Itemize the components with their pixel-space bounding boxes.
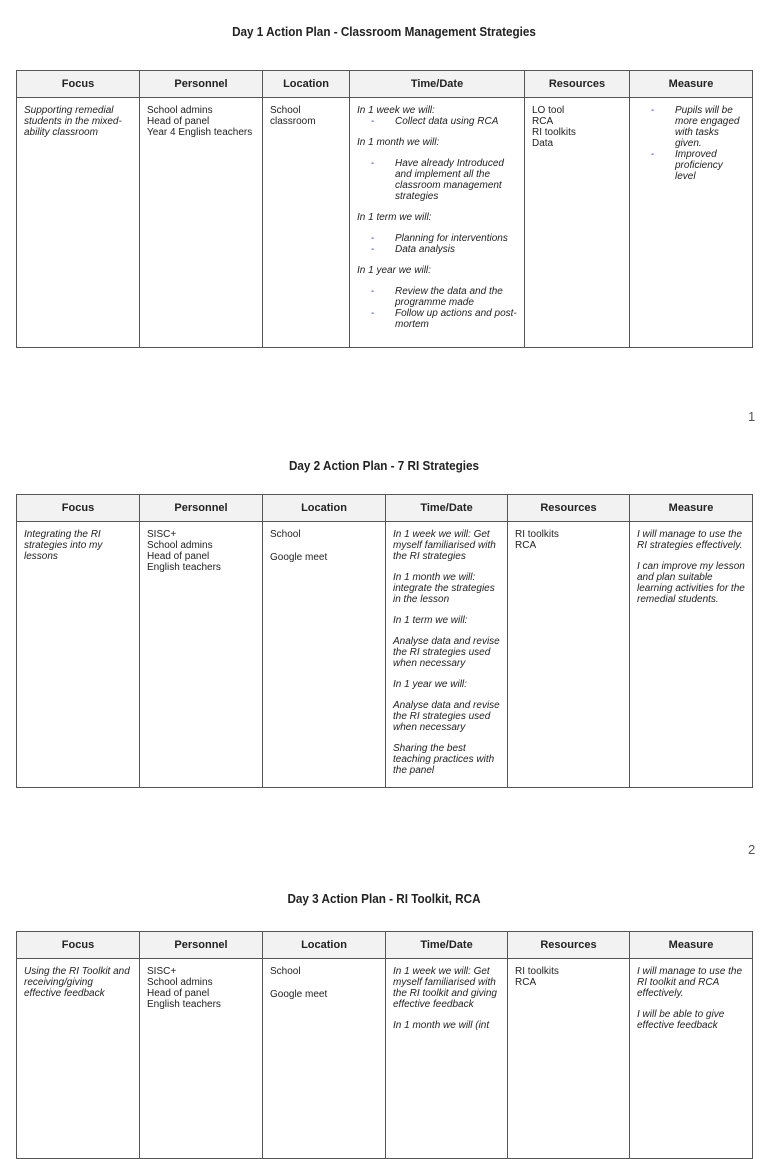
measure-cell (630, 522, 753, 788)
measure-paragraph: I can improve my lesson and plan suitable learning activities for the remedial students. (637, 561, 745, 605)
time-paragraph: In 1 week we will: Get myself familiarised with the RI toolkit and giving effective feedback (393, 966, 497, 1010)
location-cell (263, 959, 386, 1159)
header-time-date: Time/Date (386, 495, 508, 522)
day3-title: Day 3 Action Plan - RI Toolkit, RCA (287, 891, 481, 906)
header-measure: Measure (630, 71, 753, 98)
time-item-list (357, 286, 517, 330)
table-header-row (17, 495, 753, 522)
measure-cell (630, 98, 753, 348)
header-time-date: Time/Date (386, 932, 508, 959)
time-item: - Data analysis (357, 244, 517, 255)
day3-action-plan-table (16, 931, 753, 1159)
resource-line: LO tool (532, 105, 565, 116)
focus-cell: Using the RI Toolkit and receiving/giving effective feedback (17, 959, 140, 1159)
personnel-line: Year 4 English teachers (147, 127, 253, 138)
personnel-line: Head of panel (147, 988, 210, 999)
location-line: School (270, 105, 301, 116)
time-item: - Review the data and the programme made (357, 286, 517, 308)
personnel-line: School admins (147, 540, 213, 551)
resource-line: Data (532, 138, 554, 149)
measure-paragraph: I will manage to use the RI toolkit and RCA effectively. (637, 966, 743, 999)
header-focus: Focus (17, 71, 140, 98)
measure-paragraph: I will manage to use the RI strategies effectively. (637, 529, 743, 551)
time-paragraph: Analyse data and revise the RI strategies used when necessary (393, 700, 500, 733)
time-date-cell (386, 959, 508, 1159)
time-paragraph: Sharing the best teaching practices with the panel (393, 743, 495, 776)
time-date-cell (350, 98, 525, 348)
day1-action-plan-table (16, 70, 753, 348)
time-item: - Collect data using RCA (357, 116, 517, 127)
resource-line: RCA (515, 540, 537, 551)
location-line: Google meet (270, 989, 328, 1000)
table-row (17, 98, 753, 348)
time-item: - Have already Introduced and implement all the classroom management strategies (357, 158, 517, 202)
focus-cell: Integrating the RI strategies into my lessons (17, 522, 140, 788)
header-time-date: Time/Date (350, 71, 525, 98)
resource-line: RI toolkits (515, 966, 559, 977)
measure-item: - Improved proficiency level (637, 149, 745, 182)
day1-title: Day 1 Action Plan - Classroom Management Strategies (232, 24, 536, 39)
measure-cell (630, 959, 753, 1159)
day2-action-plan-table (16, 494, 753, 788)
location-line: classroom (270, 116, 316, 127)
table-row (17, 959, 753, 1159)
personnel-line: SISC+ (147, 529, 177, 540)
resource-line: RI toolkits (515, 529, 559, 540)
resource-line: RI toolkits (532, 127, 576, 138)
personnel-line: English teachers (147, 999, 221, 1010)
personnel-cell (140, 522, 263, 788)
personnel-line: English teachers (147, 562, 221, 573)
time-item-list (357, 233, 517, 255)
table-row (17, 522, 753, 788)
location-cell (263, 522, 386, 788)
resources-cell (508, 522, 630, 788)
time-item-list (357, 116, 517, 127)
time-item-list (357, 158, 517, 202)
header-resources: Resources (508, 932, 630, 959)
location-cell (263, 98, 350, 348)
header-measure: Measure (630, 495, 753, 522)
time-paragraph: In 1 year we will: (393, 679, 467, 690)
table-header-row (17, 932, 753, 959)
time-intro: In 1 month we will: (357, 137, 440, 148)
time-paragraph: Analyse data and revise the RI strategies used when necessary (393, 636, 500, 669)
time-paragraph: In 1 term we will: (393, 615, 468, 626)
header-focus: Focus (17, 495, 140, 522)
header-resources: Resources (508, 495, 630, 522)
measure-item: - Pupils will be more engaged with tasks given. (637, 105, 745, 149)
table-header-row (17, 71, 753, 98)
header-location: Location (263, 495, 386, 522)
day2-title: Day 2 Action Plan - 7 RI Strategies (288, 458, 480, 473)
header-focus: Focus (17, 932, 140, 959)
personnel-line: SISC+ (147, 966, 177, 977)
personnel-line: School admins (147, 105, 213, 116)
time-item: - Follow up actions and post-mortem (357, 308, 517, 330)
measure-list (637, 105, 745, 182)
personnel-line: Head of panel (147, 116, 210, 127)
focus-cell: Supporting remedial students in the mixed-ability classroom (17, 98, 140, 348)
resource-line: RCA (532, 116, 554, 127)
header-personnel: Personnel (140, 71, 263, 98)
header-measure: Measure (630, 932, 753, 959)
time-item: - Planning for interventions (357, 233, 517, 244)
header-personnel: Personnel (140, 495, 263, 522)
header-location: Location (263, 71, 350, 98)
personnel-cell (140, 98, 263, 348)
header-resources: Resources (525, 71, 630, 98)
page-number: 1 (748, 409, 756, 424)
page-number: 2 (748, 842, 756, 857)
location-line: School (270, 966, 301, 977)
time-paragraph: In 1 month we will: integrate the strategies in the lesson (393, 572, 495, 605)
time-intro: In 1 week we will: (357, 105, 435, 116)
time-paragraph: In 1 month we will (int (393, 1020, 490, 1031)
resources-cell (525, 98, 630, 348)
location-line: Google meet (270, 552, 328, 563)
location-line: School (270, 529, 301, 540)
header-location: Location (263, 932, 386, 959)
time-intro: In 1 year we will: (357, 265, 431, 276)
personnel-line: Head of panel (147, 551, 210, 562)
resource-line: RCA (515, 977, 537, 988)
measure-paragraph: I will be able to give effective feedback (637, 1009, 725, 1031)
time-date-cell (386, 522, 508, 788)
resources-cell (508, 959, 630, 1159)
personnel-line: School admins (147, 977, 213, 988)
time-paragraph: In 1 week we will: Get myself familiarised with the RI strategies (393, 529, 496, 562)
personnel-cell (140, 959, 263, 1159)
time-intro: In 1 term we will: (357, 212, 432, 223)
header-personnel: Personnel (140, 932, 263, 959)
